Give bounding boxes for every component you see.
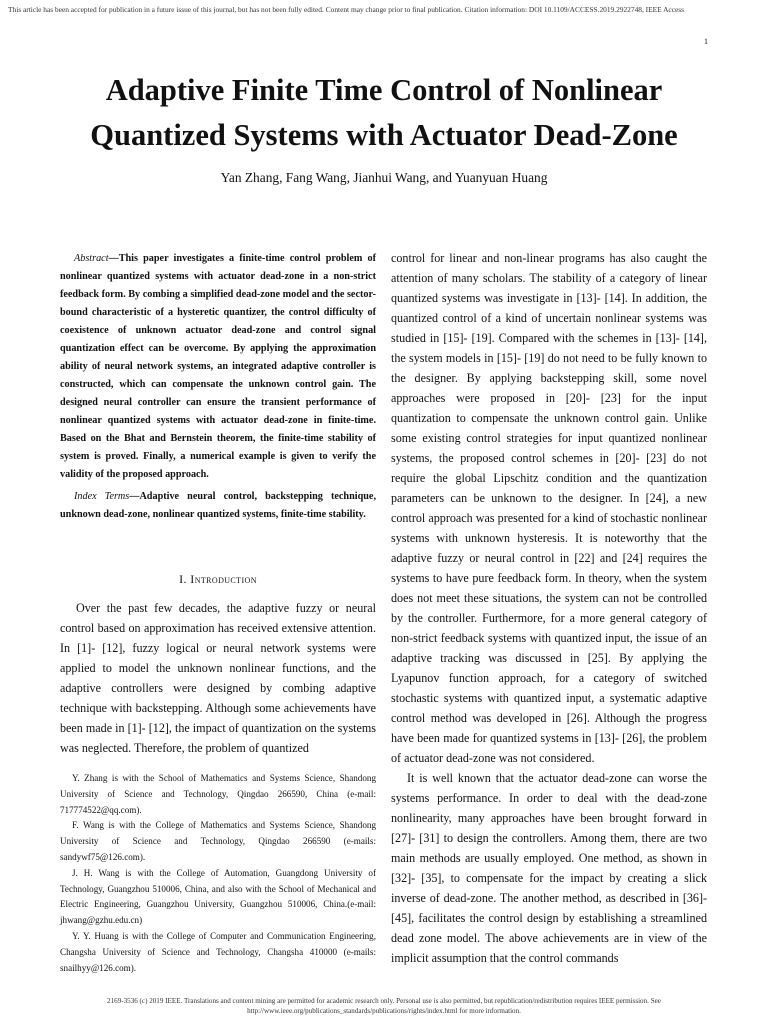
abstract-paragraph xyxy=(60,250,376,484)
paper-title: Adaptive Finite Time Control of Nonlinear Quantized Systems with Actuator Dead-Zone xyxy=(90,73,678,152)
author-list: Yan Zhang, Fang Wang, Jianhui Wang, and Yuanyuan Huang xyxy=(220,170,548,185)
footnote-wang-f: F. Wang is with the College of Mathematics and Systems Science, Shandong University of Science and Technology, Qingdao 266590 (e-mails: sandywf75@126.com). xyxy=(60,820,376,862)
body-paragraph: It is well known that the actuator dead-zone can worse the systems performance. In order to deal with the dead-zone nonlinearity, many approaches have been brought forward in [27]- [31] to design the controllers. Among them, there are two main methods are usually employed. One method, as shown in [32]- [35], to compensate for the impact by creating a slick inverse of dead-zone. The another method, as described in [36]- [45], facilitates the control design by establishing a streamlined dead zone model. The above achievements are in view of the implicit assumption that the control commands xyxy=(391,771,707,965)
introduction-right-column xyxy=(391,248,707,968)
abstract xyxy=(60,250,376,484)
introduction-left-column xyxy=(60,598,376,758)
page-number: 1 xyxy=(704,37,708,46)
index-terms xyxy=(60,488,376,524)
index-terms-text: —Adaptive neural control, backstepping technique, unknown dead-zone, nonlinear quantized systems, finite-time stability. xyxy=(60,491,376,520)
author-footnotes xyxy=(60,771,376,976)
journal-banner: This article has been accepted for publication in a future issue of this journal, but has not been fully edited. Content may change prior to final publication. Citation information: DOI 10.1109/ACCESS.2019.2922748, IEEE Access xyxy=(8,5,685,14)
section-heading-introduction: I. Introduction xyxy=(179,572,257,586)
body-paragraph: control for linear and non-linear programs has also caught the attention of many scholars. The stability of a category of linear quantized systems was investigate in [13]- [14]. In addition, the quantized control of a kind of uncertain nonlinear systems was studied in [15]- [19]. Compared with the schemes in [13]- [14], the system models in [15]- [19] do not need to be fully known to the designer. By applying backstepping skill, some novel approaches were proposed in [20]- [23] for the input quantization to compensate the unknown control gain. Unlike some existing control strategies for input quantized nonlinear systems, the proposed control schemes in [20]- [23] do not require the global Lipschitz condition and the quantization parameters can be unknown to the designer. In [24], a new control approach was presented for a kind of stochastic nonlinear systems with unknown hysteresis. It is noteworthy that the adaptive fuzzy or neural control in [22] and [24] requires the systems to have pure feedback form. In theory, when the system does not meet these situations, the system can not be controlled by the controller. Furthermore, for a more general category of non-strict feedback systems with quantized input, the issue of an adaptive tracking was discussed in [25]. By applying the Lyapunov function approach, for a category of switched stochastic systems with quantized input, a systematic adaptive control method was developed in [26]. Although the progress have been made for quantized systems in [13]- [26], the problem of actuator dead-zone was not considered. xyxy=(391,251,707,765)
abstract-text: —This paper investigates a finite-time control problem of nonlinear quantized systems with actuator dead-zone in a non-strict feedback form. By combing a simplified dead-zone model and the sector-bound characteristic of a hysteretic quantizer, the control difficulty of coexistence of unknown actuator dead-zone and control signal quantization effect can be overcome. By applying the approximation ability of neural network systems, an integrated adaptive controller is constructed, which can compensate the unknown control gain. The designed neural controller can ensure the transient performance of nonlinear quantized systems with actuator dead-zone in finite-time. Based on the Bhat and Bernstein theorem, the finite-time stability of system is proved. Finally, a numerical example is given to verify the validity of the proposed approach. xyxy=(60,253,376,480)
copyright-footer xyxy=(40,996,728,1016)
footer-line-2: http://www.ieee.org/publications_standards/publications/rights/index.html for more information. xyxy=(247,1007,521,1015)
index-terms-label: Index Terms xyxy=(74,491,130,502)
footnote-wang-j: J. H. Wang is with the College of Automation, Guangdong University of Technology, Guangzhou 510006, China, and also with the School of Mechanical and Electric Engineering, Guangzhou University, Guangzhou 510006, China.(e-mail: jhwang@gzhu.edu.cn) xyxy=(60,867,376,926)
abstract-label: Abstract xyxy=(74,253,109,264)
body-paragraph: Over the past few decades, the adaptive fuzzy or neural control based on approximation has received extensive attention. In [1]- [12], fuzzy logical or neural network systems were applied to model the unknown nonlinear functions, and the adaptive controllers were designed by combing adaptive technique with backstepping. Although some achievements have been made in [1]- [12], the impact of quantization on the systems was neglected. Therefore, the problem of quantized xyxy=(60,601,376,755)
footer-line-1: 2169-3536 (c) 2019 IEEE. Translations and content mining are permitted for academic research only. Personal use is also permitted, but republication/redistribution requires IEEE permission. See xyxy=(107,997,661,1005)
footnote-zhang: Y. Zhang is with the School of Mathematics and Systems Science, Shandong University of Science and Technology, Qingdao 266590, China (e-mail: 717774522@qq.com). xyxy=(60,773,376,815)
footnote-huang: Y. Y. Huang is with the College of Computer and Communication Engineering, Changsha University of Science and Technology, Changsha 410000 (e-mails: snailhyy@126.com). xyxy=(60,930,376,973)
index-terms-paragraph xyxy=(60,488,376,524)
